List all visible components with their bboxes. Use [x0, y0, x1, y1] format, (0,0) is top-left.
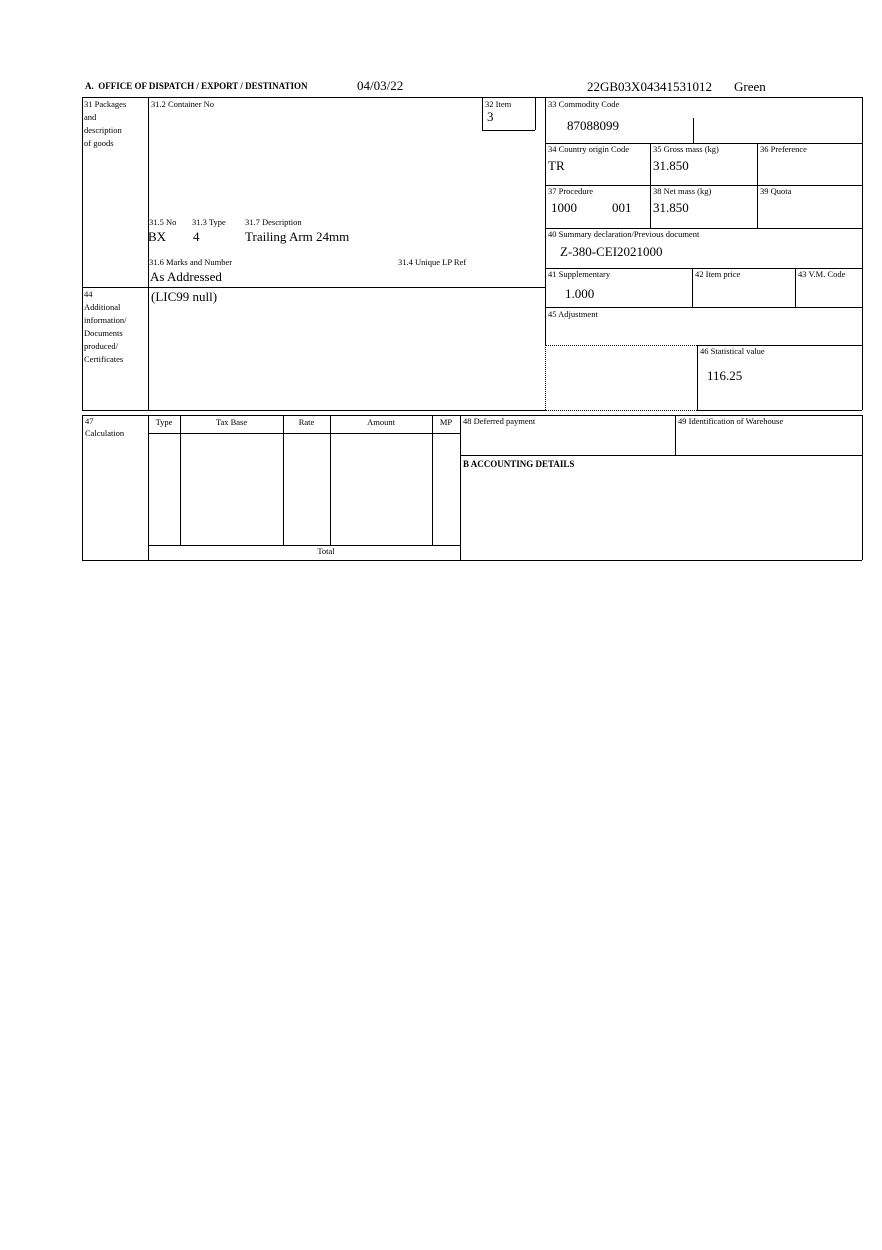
box34-origin-label: 34 Country origin Code — [548, 144, 629, 154]
calc-column-header-tax-base: Tax Base — [215, 417, 248, 427]
box44-label-line: Certificates — [84, 354, 124, 364]
box39-quota-label: 39 Quota — [760, 186, 792, 196]
box31-6-marks-value: As Addressed — [150, 269, 222, 284]
form-rule — [460, 455, 862, 456]
calc-column-header-amount: Amount — [367, 417, 395, 427]
box47-label-line: Calculation — [85, 428, 125, 438]
box44-label-line: Documents — [84, 328, 123, 338]
form-rule — [82, 415, 83, 560]
box32-item-value: 3 — [487, 109, 494, 124]
box49-warehouse-label: 49 Identification of Warehouse — [678, 416, 784, 426]
box32-item-label: 32 Item — [485, 99, 512, 109]
box38-net-mass-label: 38 Net mass (kg) — [653, 186, 712, 196]
routing-indicator: Green — [734, 79, 766, 94]
box31-label-line: 31 Packages — [84, 99, 127, 109]
form-rule — [82, 97, 83, 410]
calc-column-header-rate: Rate — [298, 417, 315, 427]
form-rule — [82, 287, 545, 288]
box35-gross-mass-value: 31.850 — [653, 158, 689, 173]
form-rule — [148, 545, 460, 546]
section-a-title: A. OFFICE OF DISPATCH / EXPORT / DESTINATION — [85, 81, 308, 91]
form-rule — [795, 268, 796, 307]
form-rule — [535, 97, 536, 130]
box48-deferred-payment-label: 48 Deferred payment — [463, 416, 536, 426]
form-rule — [545, 307, 862, 308]
box31-4-lp-ref-label: 31.4 Unique LP Ref — [398, 257, 467, 267]
form-rule-dotted — [545, 345, 546, 410]
form-rule — [148, 97, 149, 410]
box31-label-line: and — [84, 112, 97, 122]
box44-label-line: produced/ — [84, 341, 118, 351]
form-rule — [283, 415, 284, 545]
box31-label-line: description — [84, 125, 122, 135]
box31-5-no-value: BX — [148, 229, 167, 244]
box40-summary-value: Z-380-CEI2021000 — [560, 244, 663, 259]
box42-item-price-label: 42 Item price — [695, 269, 741, 279]
box31-label-line: of goods — [84, 138, 114, 148]
box36-preference-label: 36 Preference — [760, 144, 807, 154]
section-b-accounting-label: B ACCOUNTING DETAILS — [463, 459, 575, 469]
box43-vm-code-label: 43 V.M. Code — [798, 269, 846, 279]
box37-procedure-label: 37 Procedure — [548, 186, 594, 196]
form-rule — [180, 415, 181, 545]
box31-7-description-value: Trailing Arm 24mm — [245, 229, 350, 244]
form-rule — [148, 433, 460, 434]
form-rule — [82, 560, 862, 561]
form-rule — [148, 415, 149, 560]
commodity-code-separator — [693, 118, 694, 143]
box46-statistical-label: 46 Statistical value — [700, 346, 765, 356]
box41-supplementary-label: 41 Supplementary — [548, 269, 611, 279]
form-rule — [675, 415, 676, 455]
box37-procedure-additional: 001 — [612, 200, 632, 215]
box46-statistical-value: 116.25 — [707, 368, 743, 383]
form-rule-dotted — [545, 410, 697, 411]
form-rule-dotted — [545, 345, 697, 346]
box44-label-line: 44 — [84, 289, 93, 299]
box41-supplementary-value: 1.000 — [565, 286, 595, 301]
box31-6-marks-label: 31.6 Marks and Number — [149, 257, 233, 267]
declaration-mrn: 22GB03X04341531012 — [587, 79, 712, 94]
box40-summary-label: 40 Summary declaration/Previous document — [548, 229, 700, 239]
box33-commodity-label: 33 Commodity Code — [548, 99, 620, 109]
box47-label-line: 47 — [85, 416, 94, 426]
form-rule — [82, 410, 545, 411]
box44-additional-info-value: (LIC99 null) — [151, 289, 218, 304]
form-rule — [482, 130, 535, 131]
form-rule — [697, 345, 698, 410]
box33-commodity-value: 87088099 — [567, 118, 619, 133]
form-rule — [330, 415, 331, 545]
form-rule — [697, 410, 862, 411]
declaration-date: 04/03/22 — [357, 78, 404, 93]
box31-2-container-label: 31.2 Container No — [151, 99, 215, 109]
form-rule — [432, 415, 433, 545]
calc-total-label: Total — [317, 546, 335, 556]
form-rule — [460, 415, 461, 560]
box34-origin-value: TR — [548, 158, 565, 173]
form-rule — [862, 97, 863, 410]
box31-5-no-label: 31.5 No — [149, 217, 177, 227]
box37-procedure-value: 1000 — [551, 200, 577, 215]
form-rule — [692, 268, 693, 307]
calc-column-header-mp: MP — [439, 417, 453, 427]
box31-3-type-value: 4 — [193, 229, 200, 244]
box44-label-line: Additional — [84, 302, 121, 312]
form-rule — [862, 415, 863, 560]
box38-net-mass-value: 31.850 — [653, 200, 689, 215]
calc-column-header-type: Type — [155, 417, 173, 427]
form-rule — [482, 97, 483, 130]
form-rule — [82, 97, 862, 98]
box35-gross-mass-label: 35 Gross mass (kg) — [653, 144, 719, 154]
box45-adjustment-label: 45 Adjustment — [548, 309, 598, 319]
box31-3-type-label: 31.3 Type — [192, 217, 226, 227]
box44-label-line: information/ — [84, 315, 127, 325]
box31-7-description-label: 31.7 Description — [245, 217, 302, 227]
